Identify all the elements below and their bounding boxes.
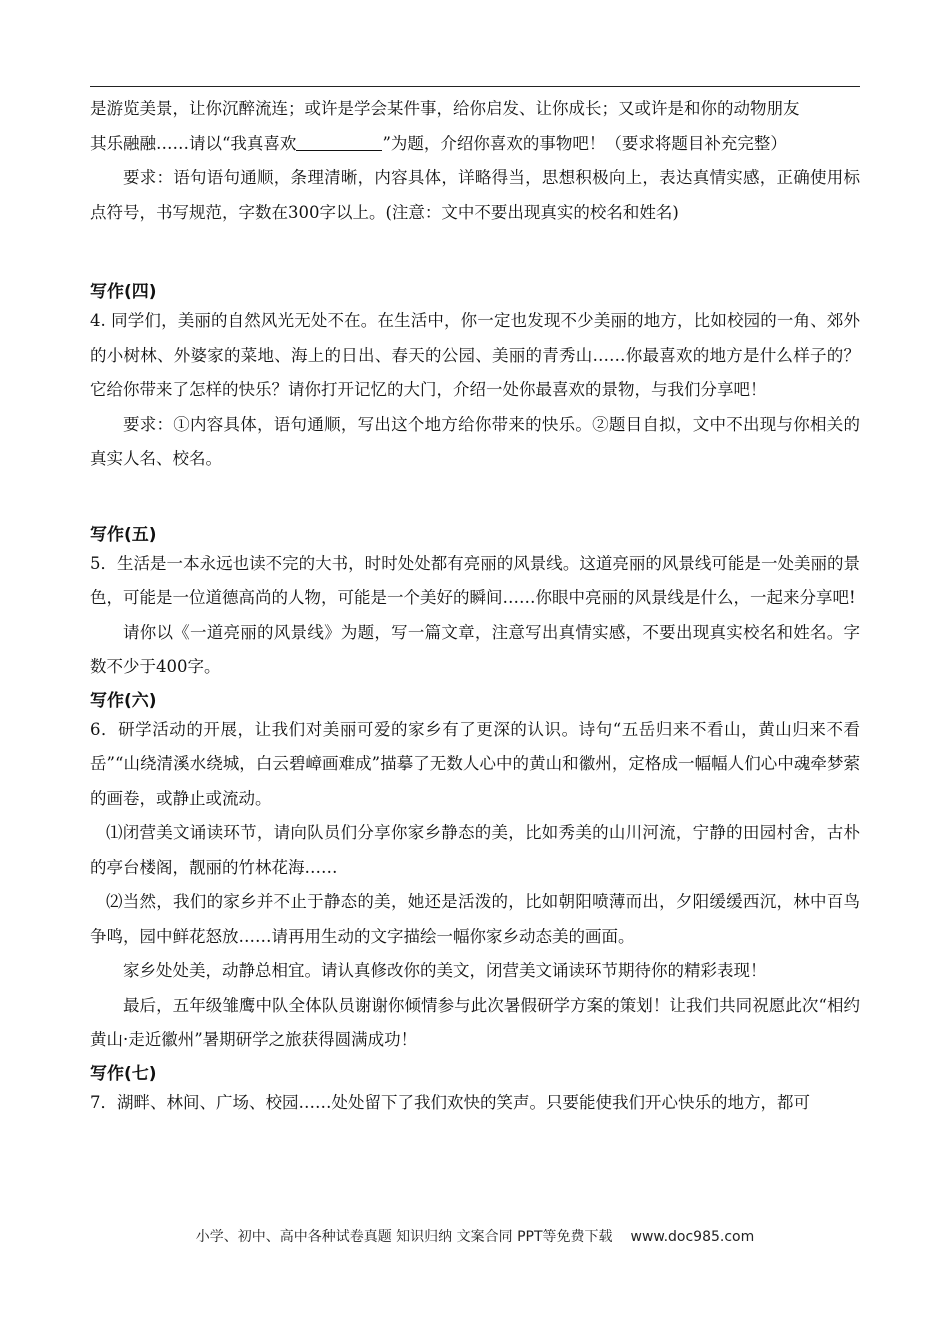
writing-section-5	[90, 525, 860, 685]
writing-section-6	[90, 691, 860, 1058]
section-6-prompt: 6．研学活动的开展，让我们对美丽可爱的家乡有了更深的认识。诗句“五岳归来不看山，黄山归来不看岳”“山绕清溪水绕城，白云碧嶂画难成”描摹了无数人心中的黄山和徽州，定格成一幅幅人们心中魂牵梦萦的画卷，或静止或流动。	[90, 719, 860, 808]
section-6-heading: 写作(六)	[90, 690, 157, 711]
prompt-3-line-2	[90, 127, 860, 162]
writing-section-4	[90, 282, 860, 477]
section-4-prompt: 4. 同学们，美丽的自然风光无处不在。在生活中，你一定也发现不少美丽的地方，比如校园的一角、郊外的小树林、外婆家的菜地、海上的日出、春天的公园、美丽的青秀山……你最喜欢的地方是什么样子的？它给你带来了怎样的快乐？请你打开记忆的大门，介绍一处你最喜欢的景物，与我们分享吧！	[90, 311, 860, 399]
writing-section-7	[90, 1064, 860, 1121]
section-5-requirements: 请你以《一道亮丽的风景线》为题，写一篇文章，注意写出真情实感，不要出现真实校名和姓名。字数不少于400字。	[90, 622, 860, 676]
prompt-3-requirements: 要求：语句语句通顺，条理清晰，内容具体，详略得当，思想积极向上，表达真情实感，正确使用标点符号，书写规范，字数在300字以上。(注意：文中不要出现真实的校名和姓名)	[90, 168, 860, 222]
section-6-closing: 家乡处处美，动静总相宜。请认真修改你的美文，闭营美文诵读环节期待你的精彩表现！	[123, 961, 767, 980]
prompt-3-line-1: 是游览美景，让你沉醉流连；或许是学会某件事，给你启发、让你成长；又或许是和你的动物朋友	[90, 99, 800, 118]
section-5-heading: 写作(五)	[90, 524, 157, 545]
prompt-3-text-after-blank: ”为题，介绍你喜欢的事物吧！（要求将题目补充完整）	[382, 133, 787, 153]
section-5-prompt: 5．生活是一本永远也读不完的大书，时时处处都有亮丽的风景线。这道亮丽的风景线可能是一处美丽的景色，可能是一位道德高尚的人物，可能是一个美好的瞬间……你眼中亮丽的风景线是什么，一起来分享吧!	[90, 553, 860, 607]
document-body	[90, 92, 860, 1120]
section-7-heading: 写作(七)	[90, 1063, 157, 1084]
prompt-3-text-before-blank: 其乐融融……请以“我真喜欢	[90, 133, 297, 153]
page-footer	[0, 1226, 950, 1246]
section-7-prompt: 7．湖畔、林间、广场、校园……处处留下了我们欢快的笑声。只要能使我们开心快乐的地方，都可	[90, 1092, 810, 1112]
section-6-task-2: ⑵当然，我们的家乡并不止于静态的美，她还是活泼的，比如朝阳喷薄而出，夕阳缓缓西沉，林中百鸟争鸣，园中鲜花怒放……请再用生动的文字描绘一幅你家乡动态美的画面。	[90, 892, 860, 946]
footer-text: 小学、初中、高中各种试卷真题 知识归纳 文案合同 PPT等免费下载	[195, 1229, 613, 1245]
section-4-requirements: 要求：①内容具体，语句通顺，写出这个地方给你带来的快乐。②题目自拟，文中不出现与你相关的真实人名、校名。	[90, 414, 860, 468]
footer-url[interactable]: www.doc985.com	[630, 1229, 755, 1245]
section-4-heading: 写作(四)	[90, 282, 157, 302]
section-6-task-1: ⑴闭营美文诵读环节，请向队员们分享你家乡静态的美，比如秀美的山川河流，宁静的田园村舍，古朴的亭台楼阁，靓丽的竹林花海……	[90, 823, 860, 877]
top-rule	[90, 86, 860, 87]
writing-prompt-3-continued	[90, 92, 860, 230]
section-6-thanks: 最后，五年级雏鹰中队全体队员谢谢你倾情参与此次暑假研学方案的策划！让我们共同祝愿此次“相约黄山·走近徽州”暑期研学之旅获得圆满成功！	[90, 995, 860, 1049]
fill-in-blank	[296, 132, 382, 151]
